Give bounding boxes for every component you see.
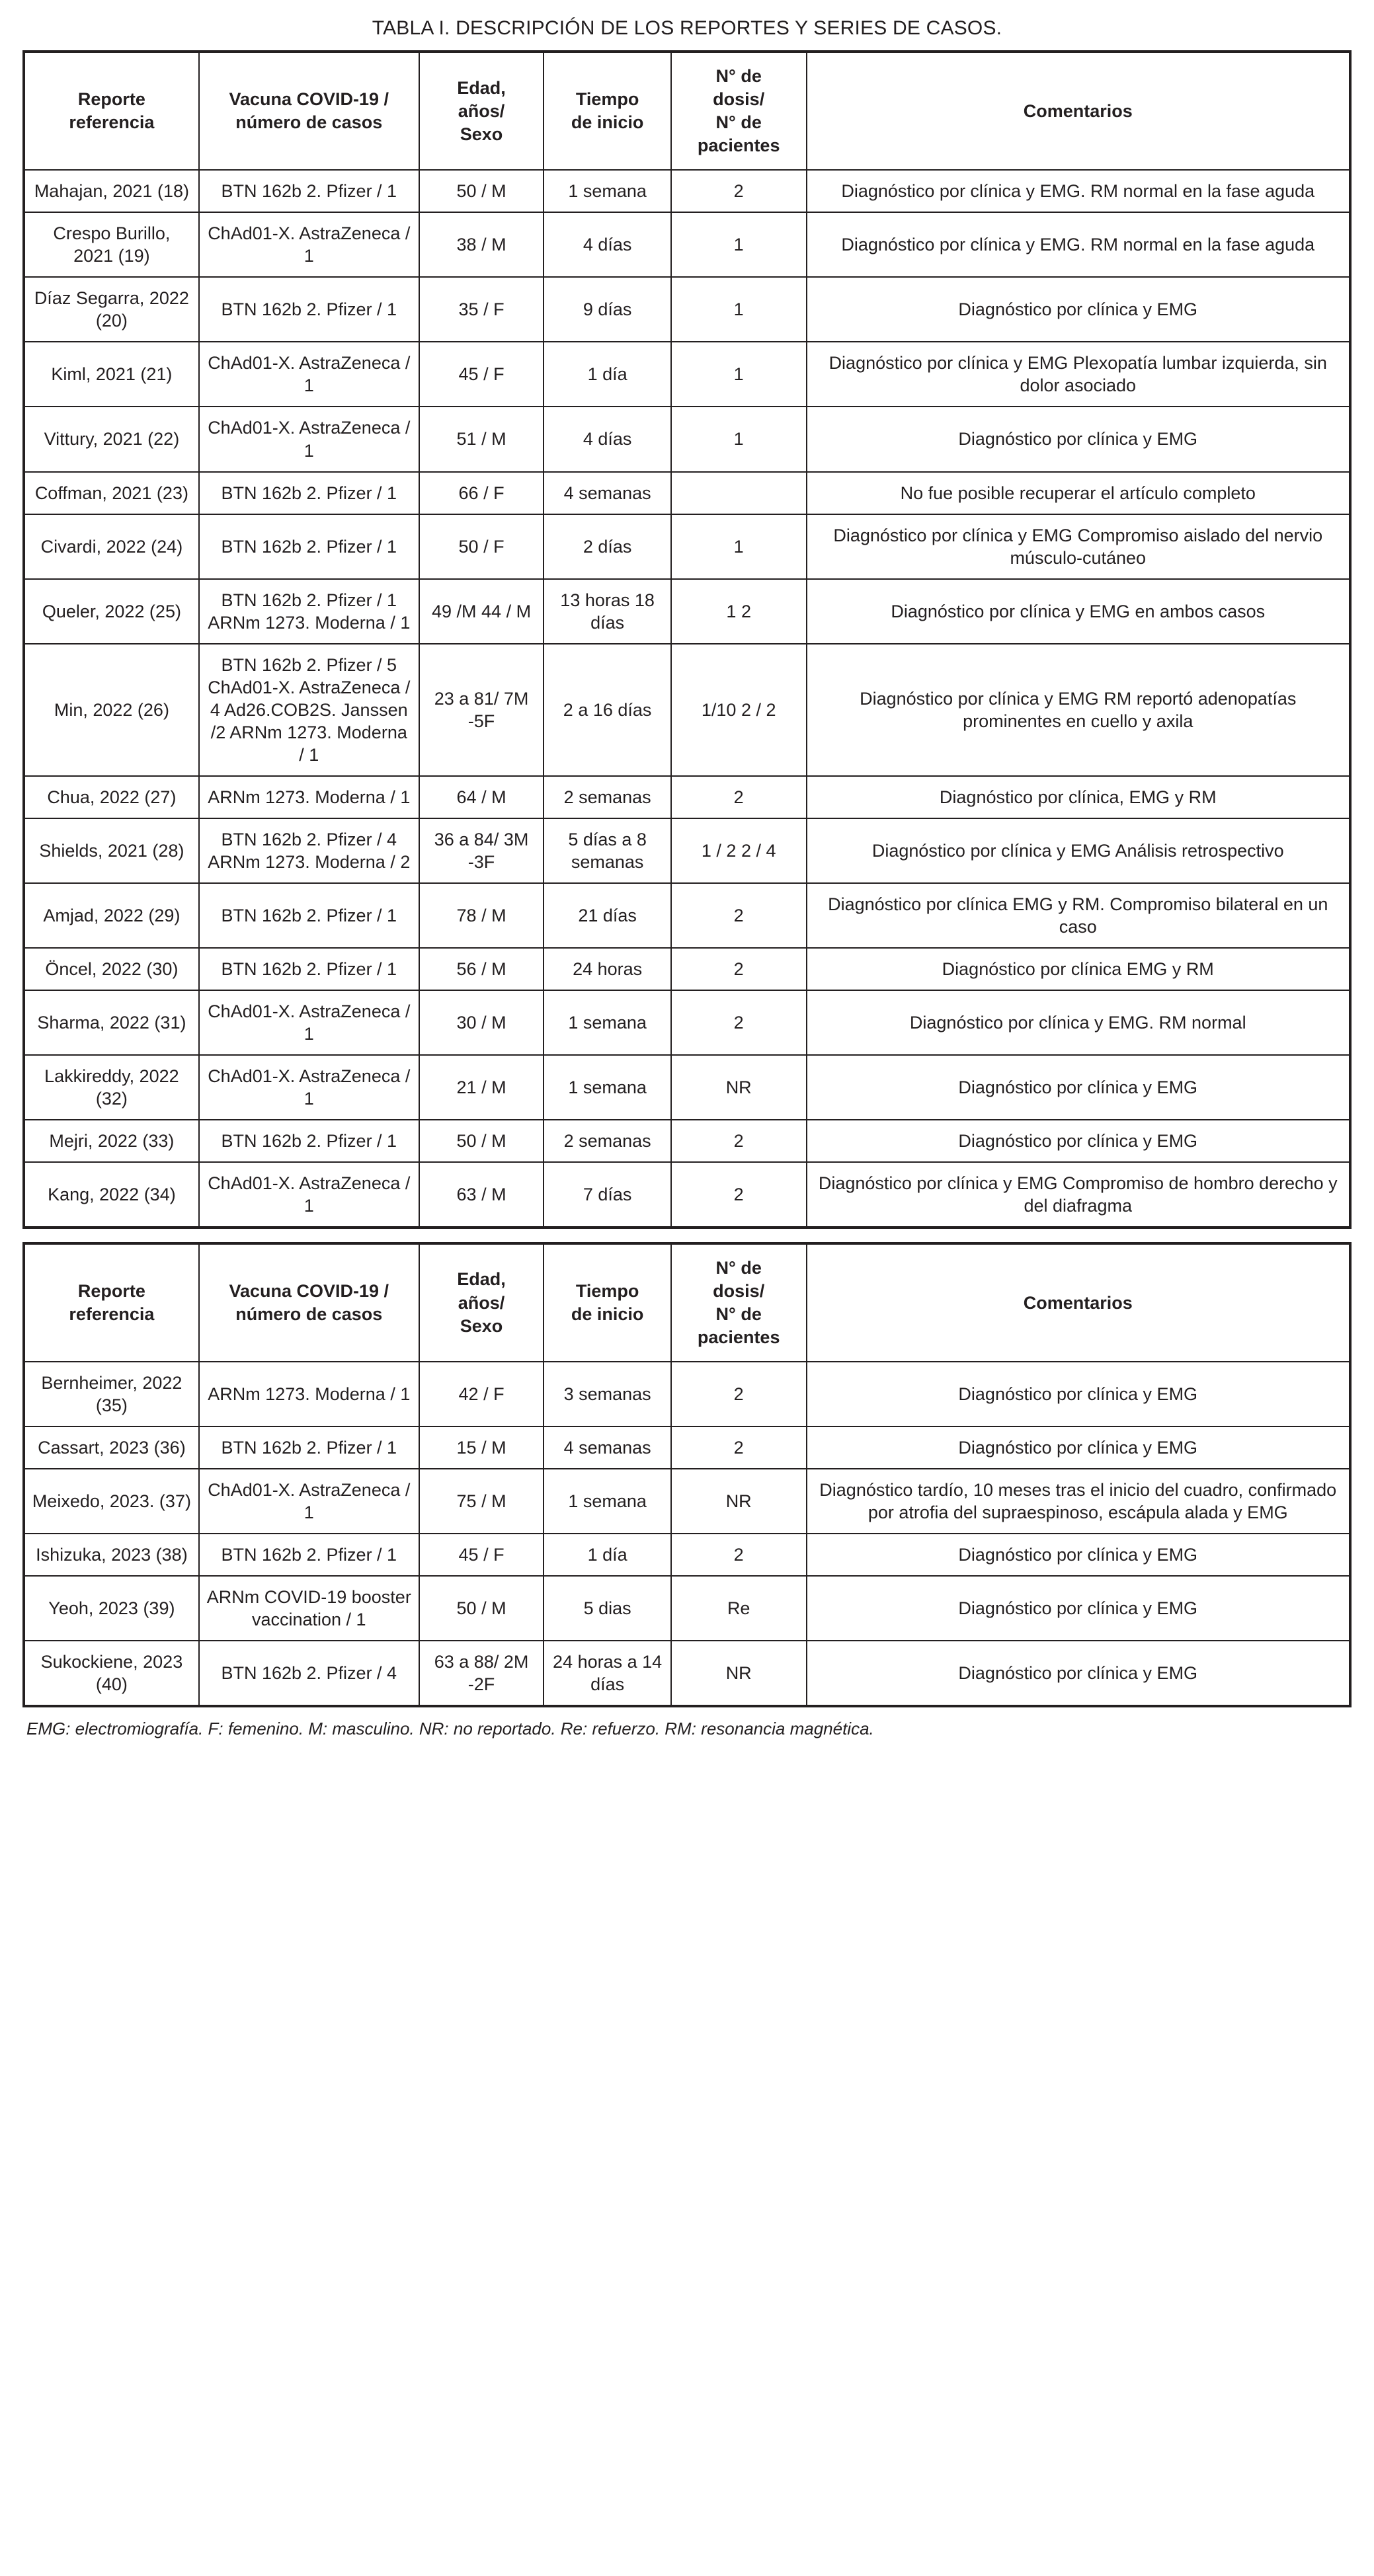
cell-reporte: Meixedo, 2023. (37)	[24, 1469, 199, 1534]
cell-comentarios: Diagnóstico por clínica y EMG	[807, 1641, 1351, 1706]
cell-edad: 35 / F	[419, 277, 544, 342]
cell-edad: 50 / F	[419, 514, 544, 579]
cell-tiempo: 1 semana	[544, 990, 671, 1055]
cell-dosis: 2	[671, 1362, 807, 1426]
cell-vacuna: ChAd01-X. AstraZeneca / 1	[199, 990, 419, 1055]
table-row	[24, 990, 1350, 1055]
cell-reporte: Queler, 2022 (25)	[24, 579, 199, 644]
column-header-comentarios: Comentarios	[807, 52, 1351, 170]
cell-reporte: Kiml, 2021 (21)	[24, 342, 199, 407]
table-body-part-1	[24, 170, 1350, 1228]
cell-edad: 45 / F	[419, 1534, 544, 1576]
cell-vacuna: BTN 162b 2. Pfizer / 4	[199, 1641, 419, 1706]
cell-vacuna: BTN 162b 2. Pfizer / 4 ARNm 1273. Moderna / 2	[199, 818, 419, 883]
cell-tiempo: 7 días	[544, 1162, 671, 1228]
cell-reporte: Öncel, 2022 (30)	[24, 948, 199, 990]
cell-comentarios: Diagnóstico por clínica y EMG	[807, 1055, 1351, 1120]
table-row	[24, 277, 1350, 342]
cell-vacuna: ChAd01-X. AstraZeneca / 1	[199, 1469, 419, 1534]
cell-reporte: Ishizuka, 2023 (38)	[24, 1534, 199, 1576]
cell-dosis: 2	[671, 948, 807, 990]
cell-comentarios: Diagnóstico por clínica y EMG Plexopatía lumbar izquierda, sin dolor asociado	[807, 342, 1351, 407]
cell-tiempo: 4 días	[544, 212, 671, 277]
cell-tiempo: 5 dias	[544, 1576, 671, 1641]
cell-vacuna: ARNm 1273. Moderna / 1	[199, 776, 419, 818]
cell-tiempo: 1 semana	[544, 1469, 671, 1534]
table-row	[24, 1426, 1350, 1469]
table-row	[24, 776, 1350, 818]
cell-edad: 64 / M	[419, 776, 544, 818]
cell-edad: 78 / M	[419, 883, 544, 948]
cell-vacuna: ChAd01-X. AstraZeneca / 1	[199, 1162, 419, 1228]
cell-edad: 56 / M	[419, 948, 544, 990]
cell-dosis: 1	[671, 277, 807, 342]
table-row	[24, 1162, 1350, 1228]
cell-edad: 21 / M	[419, 1055, 544, 1120]
cell-edad: 42 / F	[419, 1362, 544, 1426]
cell-edad: 75 / M	[419, 1469, 544, 1534]
cell-comentarios: Diagnóstico por clínica, EMG y RM	[807, 776, 1351, 818]
cell-vacuna: ARNm COVID-19 booster vaccination / 1	[199, 1576, 419, 1641]
cell-vacuna: BTN 162b 2. Pfizer / 1	[199, 170, 419, 212]
cell-dosis: NR	[671, 1641, 807, 1706]
cell-dosis: 1 / 2 2 / 4	[671, 818, 807, 883]
cell-tiempo: 21 días	[544, 883, 671, 948]
cell-tiempo: 2 días	[544, 514, 671, 579]
table-row	[24, 883, 1350, 948]
column-header-vacuna: Vacuna COVID-19 / número de casos	[199, 52, 419, 170]
cell-edad: 51 / M	[419, 407, 544, 471]
cell-dosis: 2	[671, 1426, 807, 1469]
cell-tiempo: 2 a 16 días	[544, 644, 671, 776]
column-header-dosis: N° de dosis/ N° de pacientes	[671, 52, 807, 170]
cell-dosis: 1	[671, 212, 807, 277]
cell-comentarios: Diagnóstico por clínica y EMG. RM normal	[807, 990, 1351, 1055]
cell-vacuna: BTN 162b 2. Pfizer / 1	[199, 1534, 419, 1576]
cell-dosis: 2	[671, 990, 807, 1055]
table-row	[24, 472, 1350, 514]
cell-comentarios: No fue posible recuperar el artículo completo	[807, 472, 1351, 514]
table-row	[24, 1469, 1350, 1534]
cell-vacuna: ChAd01-X. AstraZeneca / 1	[199, 342, 419, 407]
table-row	[24, 579, 1350, 644]
cell-comentarios: Diagnóstico por clínica y EMG en ambos casos	[807, 579, 1351, 644]
cell-edad: 63 / M	[419, 1162, 544, 1228]
table-row	[24, 1055, 1350, 1120]
cell-vacuna: BTN 162b 2. Pfizer / 1	[199, 1120, 419, 1162]
cell-tiempo: 2 semanas	[544, 1120, 671, 1162]
cell-tiempo: 1 día	[544, 342, 671, 407]
cell-vacuna: BTN 162b 2. Pfizer / 5 ChAd01-X. AstraZeneca / 4 Ad26.COB2S. Janssen /2 ARNm 1273. Moderna / 1	[199, 644, 419, 776]
table-row	[24, 1534, 1350, 1576]
cell-tiempo: 9 días	[544, 277, 671, 342]
cell-reporte: Civardi, 2022 (24)	[24, 514, 199, 579]
cell-comentarios: Diagnóstico por clínica y EMG Compromiso de hombro derecho y del diafragma	[807, 1162, 1351, 1228]
cell-edad: 38 / M	[419, 212, 544, 277]
cell-dosis: NR	[671, 1055, 807, 1120]
cell-dosis: 2	[671, 1162, 807, 1228]
cell-comentarios: Diagnóstico por clínica y EMG	[807, 277, 1351, 342]
cell-reporte: Lakkireddy, 2022 (32)	[24, 1055, 199, 1120]
cell-tiempo: 1 semana	[544, 1055, 671, 1120]
cell-comentarios: Diagnóstico por clínica y EMG. RM normal en la fase aguda	[807, 170, 1351, 212]
cell-vacuna: BTN 162b 2. Pfizer / 1	[199, 883, 419, 948]
page-title: TABLA I. DESCRIPCIÓN DE LOS REPORTES Y SERIES DE CASOS.	[372, 17, 1002, 39]
cell-dosis: 1 2	[671, 579, 807, 644]
cell-vacuna: ChAd01-X. AstraZeneca / 1	[199, 1055, 419, 1120]
cell-vacuna: BTN 162b 2. Pfizer / 1 ARNm 1273. Moderna / 1	[199, 579, 419, 644]
cell-tiempo: 24 horas a 14 días	[544, 1641, 671, 1706]
cell-dosis: Re	[671, 1576, 807, 1641]
cell-comentarios: Diagnóstico por clínica y EMG	[807, 407, 1351, 471]
column-header-edad: Edad, años/ Sexo	[419, 52, 544, 170]
cell-dosis: 1	[671, 407, 807, 471]
cell-dosis: NR	[671, 1469, 807, 1534]
column-header-comentarios: Comentarios	[807, 1243, 1351, 1362]
table-row	[24, 818, 1350, 883]
cell-reporte: Kang, 2022 (34)	[24, 1162, 199, 1228]
column-header-reporte: Reporte referencia	[24, 52, 199, 170]
cell-edad: 50 / M	[419, 170, 544, 212]
cell-vacuna: BTN 162b 2. Pfizer / 1	[199, 514, 419, 579]
cell-comentarios: Diagnóstico por clínica y EMG	[807, 1120, 1351, 1162]
cell-edad: 49 /M 44 / M	[419, 579, 544, 644]
column-header-edad: Edad, años/ Sexo	[419, 1243, 544, 1362]
table-body-part-2	[24, 1362, 1350, 1706]
cell-dosis	[671, 472, 807, 514]
cell-reporte: Coffman, 2021 (23)	[24, 472, 199, 514]
cell-comentarios: Diagnóstico por clínica EMG y RM. Compromiso bilateral en un caso	[807, 883, 1351, 948]
cell-reporte: Crespo Burillo, 2021 (19)	[24, 212, 199, 277]
table-row	[24, 1576, 1350, 1641]
cell-dosis: 2	[671, 170, 807, 212]
cell-reporte: Sharma, 2022 (31)	[24, 990, 199, 1055]
cell-dosis: 1/10 2 / 2	[671, 644, 807, 776]
cell-vacuna: ChAd01-X. AstraZeneca / 1	[199, 407, 419, 471]
table-row	[24, 948, 1350, 990]
cell-edad: 66 / F	[419, 472, 544, 514]
column-header-tiempo: Tiempo de inicio	[544, 52, 671, 170]
cell-edad: 63 a 88/ 2M -2F	[419, 1641, 544, 1706]
table-row	[24, 212, 1350, 277]
cell-reporte: Díaz Segarra, 2022 (20)	[24, 277, 199, 342]
column-header-dosis: N° de dosis/ N° de pacientes	[671, 1243, 807, 1362]
cell-comentarios: Diagnóstico tardío, 10 meses tras el inicio del cuadro, confirmado por atrofia del supraespinoso, escápula alada y EMG	[807, 1469, 1351, 1534]
cell-dosis: 2	[671, 776, 807, 818]
cell-dosis: 2	[671, 1534, 807, 1576]
cell-edad: 45 / F	[419, 342, 544, 407]
cell-dosis: 1	[671, 342, 807, 407]
cell-vacuna: BTN 162b 2. Pfizer / 1	[199, 1426, 419, 1469]
cell-tiempo: 4 semanas	[544, 472, 671, 514]
cell-comentarios: Diagnóstico por clínica EMG y RM	[807, 948, 1351, 990]
table-row	[24, 1362, 1350, 1426]
cell-edad: 30 / M	[419, 990, 544, 1055]
cell-comentarios: Diagnóstico por clínica y EMG Compromiso aislado del nervio músculo-cutáneo	[807, 514, 1351, 579]
column-header-reporte: Reporte referencia	[24, 1243, 199, 1362]
cell-edad: 50 / M	[419, 1576, 544, 1641]
cell-tiempo: 4 semanas	[544, 1426, 671, 1469]
cell-reporte: Vittury, 2021 (22)	[24, 407, 199, 471]
cell-edad: 36 a 84/ 3M -3F	[419, 818, 544, 883]
cell-reporte: Shields, 2021 (28)	[24, 818, 199, 883]
table-header-row-2	[24, 1243, 1350, 1362]
cell-reporte: Mejri, 2022 (33)	[24, 1120, 199, 1162]
cell-reporte: Cassart, 2023 (36)	[24, 1426, 199, 1469]
cell-dosis: 2	[671, 883, 807, 948]
cell-edad: 15 / M	[419, 1426, 544, 1469]
cell-comentarios: Diagnóstico por clínica y EMG	[807, 1576, 1351, 1641]
cell-edad: 23 a 81/ 7M -5F	[419, 644, 544, 776]
cell-comentarios: Diagnóstico por clínica y EMG RM reportó adenopatías prominentes en cuello y axila	[807, 644, 1351, 776]
cell-reporte: Bernheimer, 2022 (35)	[24, 1362, 199, 1426]
cell-vacuna: BTN 162b 2. Pfizer / 1	[199, 277, 419, 342]
cell-reporte: Min, 2022 (26)	[24, 644, 199, 776]
cell-dosis: 1	[671, 514, 807, 579]
cell-tiempo: 13 horas 18 días	[544, 579, 671, 644]
table-row	[24, 1641, 1350, 1706]
cell-vacuna: ARNm 1273. Moderna / 1	[199, 1362, 419, 1426]
cell-tiempo: 24 horas	[544, 948, 671, 990]
cell-reporte: Amjad, 2022 (29)	[24, 883, 199, 948]
table-header-row	[24, 52, 1350, 170]
table-row	[24, 170, 1350, 212]
cell-reporte: Yeoh, 2023 (39)	[24, 1576, 199, 1641]
cases-table-part-2	[22, 1242, 1352, 1708]
column-header-tiempo: Tiempo de inicio	[544, 1243, 671, 1362]
cell-reporte: Sukockiene, 2023 (40)	[24, 1641, 199, 1706]
cell-vacuna: BTN 162b 2. Pfizer / 1	[199, 472, 419, 514]
cell-vacuna: BTN 162b 2. Pfizer / 1	[199, 948, 419, 990]
column-header-vacuna: Vacuna COVID-19 / número de casos	[199, 1243, 419, 1362]
cell-dosis: 2	[671, 1120, 807, 1162]
table-row	[24, 644, 1350, 776]
table-row	[24, 514, 1350, 579]
cell-comentarios: Diagnóstico por clínica y EMG	[807, 1362, 1351, 1426]
table-row	[24, 407, 1350, 471]
cell-comentarios: Diagnóstico por clínica y EMG Análisis retrospectivo	[807, 818, 1351, 883]
cell-comentarios: Diagnóstico por clínica y EMG	[807, 1426, 1351, 1469]
cell-reporte: Chua, 2022 (27)	[24, 776, 199, 818]
table-row	[24, 1120, 1350, 1162]
cell-tiempo: 5 días a 8 semanas	[544, 818, 671, 883]
table-row	[24, 342, 1350, 407]
cell-comentarios: Diagnóstico por clínica y EMG	[807, 1534, 1351, 1576]
cell-tiempo: 1 semana	[544, 170, 671, 212]
cell-vacuna: ChAd01-X. AstraZeneca / 1	[199, 212, 419, 277]
cell-tiempo: 2 semanas	[544, 776, 671, 818]
cell-comentarios: Diagnóstico por clínica y EMG. RM normal en la fase aguda	[807, 212, 1351, 277]
cell-reporte: Mahajan, 2021 (18)	[24, 170, 199, 212]
cell-tiempo: 1 día	[544, 1534, 671, 1576]
cell-tiempo: 4 días	[544, 407, 671, 471]
table-footnote: EMG: electromiografía. F: femenino. M: masculino. NR: no reportado. Re: refuerzo. RM: resonancia magnética.	[26, 1719, 874, 1739]
cases-table-part-1	[22, 50, 1352, 1229]
cell-edad: 50 / M	[419, 1120, 544, 1162]
cell-tiempo: 3 semanas	[544, 1362, 671, 1426]
